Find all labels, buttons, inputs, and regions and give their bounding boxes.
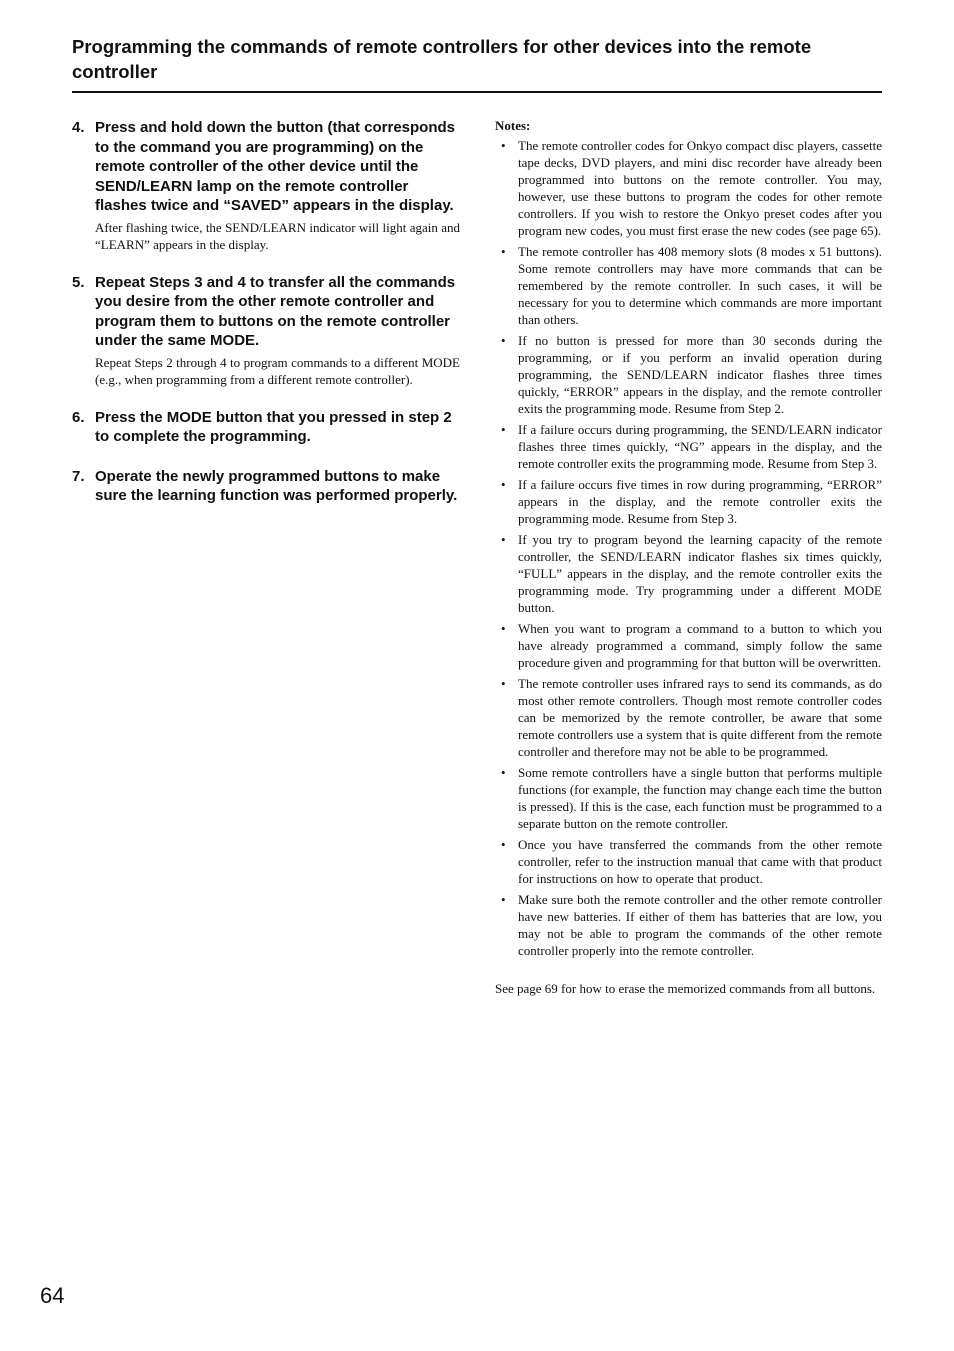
step-instruction: Repeat Steps 3 and 4 to transfer all the commands you desire from the other remote controller and program them to buttons on the remote controller under the same MODE. bbox=[95, 273, 456, 349]
note-text: Once you have transferred the commands from the other remote controller, refer to the instruction manual that came with that product for instructions on how to operate that product. bbox=[518, 837, 882, 886]
step-4 bbox=[72, 118, 460, 253]
note-item bbox=[495, 243, 882, 328]
note-text: Some remote controllers have a single button that performs multiple functions (for example, the function may change each time the button is pressed). If this is the case, each function must be programmed to a separate button on the remote controller. bbox=[518, 765, 882, 831]
note-text: The remote controller has 408 memory slots (8 modes x 51 buttons). Some remote controllers may have more commands that can be remembered by the remote controller. In such cases, it will be necessary for you to determine which commands are more important than others. bbox=[518, 244, 882, 327]
bullet-icon: • bbox=[501, 676, 506, 691]
bullet-icon: • bbox=[501, 422, 506, 437]
step-number: 7. bbox=[72, 467, 85, 485]
step-instruction: Press and hold down the button (that corresponds to the command you are programming) on the remote controller of the other device until the SEND/LEARN lamp on the remote controller flashes twice and “SAVED” appears in the display. bbox=[95, 119, 456, 214]
note-text: Make sure both the remote controller and the other remote controller have new batteries. If either of them has batteries that are low, you may not be able to program the commands of the other remote controller properly into the remote controller. bbox=[518, 892, 882, 958]
bullet-icon: • bbox=[501, 621, 506, 636]
note-item bbox=[495, 764, 882, 832]
step-5 bbox=[72, 273, 460, 388]
note-text: The remote controller uses infrared rays to send its commands, as do most other remote controllers. Though most remote controller codes can be memorized by the remote controller, be aware that some remote controllers use a system that is quite different from the remote controller and therefore may not be able to be programmed. bbox=[518, 676, 882, 759]
note-item bbox=[495, 137, 882, 239]
step-number: 6. bbox=[72, 408, 85, 426]
notes-list bbox=[495, 137, 882, 959]
bullet-icon: • bbox=[501, 138, 506, 153]
note-item bbox=[495, 531, 882, 616]
step-6 bbox=[72, 408, 460, 447]
note-text: When you want to program a command to a button to which you have already programmed a command, simply follow the same procedure given and programming for that button will be overwritten. bbox=[518, 621, 882, 670]
note-text: If you try to program beyond the learning capacity of the remote controller, the SEND/LEARN indicator flashes six times quickly, “FULL” appears in the display, and the remote controller exits the programming mode. Try programming under a different MODE button. bbox=[518, 532, 882, 615]
note-item bbox=[495, 620, 882, 671]
note-item bbox=[495, 836, 882, 887]
bullet-icon: • bbox=[501, 532, 506, 547]
page-title: Programming the commands of remote controllers for other devices into the remote controller bbox=[72, 36, 812, 82]
note-item bbox=[495, 421, 882, 472]
bullet-icon: • bbox=[501, 477, 506, 492]
step-instruction: Operate the newly programmed buttons to make sure the learning function was performed properly. bbox=[95, 467, 458, 504]
note-text: If no button is pressed for more than 30 seconds during the programming, or if you perform an invalid operation during programming, the SEND/LEARN indicator flashes three times quickly, “ERROR” appears in the display, and the remote controller exits the programming mode. Resume from Step 2. bbox=[518, 333, 882, 416]
page-number: 64 bbox=[40, 1283, 65, 1308]
step-description: Repeat Steps 2 through 4 to program commands to a different MODE (e.g., when programming from a different remote controller). bbox=[95, 354, 460, 387]
steps-column bbox=[72, 118, 460, 526]
note-item bbox=[495, 675, 882, 760]
step-number: 5. bbox=[72, 273, 85, 291]
title-divider bbox=[72, 91, 882, 93]
bullet-icon: • bbox=[501, 765, 506, 780]
bullet-icon: • bbox=[501, 892, 506, 907]
notes-heading: Notes: bbox=[495, 118, 531, 133]
step-number: 4. bbox=[72, 119, 85, 136]
note-text: If a failure occurs during programming, the SEND/LEARN indicator flashes three times quickly, “NG” appears in the display, and the remote controller exits the programming mode. Resume from Step 3. bbox=[518, 422, 882, 471]
step-7 bbox=[72, 467, 460, 506]
note-text: The remote controller codes for Onkyo compact disc players, cassette tape decks, DVD players, and mini disc recorder have already been programmed into buttons on the remote controller. You may, however, use these buttons to program the codes for other remote controllers. If you wish to restore the Onkyo preset codes after you program new codes, you must first erase the new codes (see page 65). bbox=[518, 138, 882, 238]
note-item bbox=[495, 332, 882, 417]
notes-column bbox=[495, 117, 882, 997]
step-description: After flashing twice, the SEND/LEARN indicator will light again and “LEARN” appears in the display. bbox=[95, 219, 460, 252]
bullet-icon: • bbox=[501, 244, 506, 259]
note-item bbox=[495, 891, 882, 959]
step-instruction: Press the MODE button that you pressed in step 2 to complete the programming. bbox=[95, 408, 452, 445]
note-text: If a failure occurs five times in row during programming, “ERROR” appears in the display, and the remote controller exits the programming mode. Resume from Step 3. bbox=[518, 477, 882, 526]
bullet-icon: • bbox=[501, 333, 506, 348]
bullet-icon: • bbox=[501, 837, 506, 852]
see-page-reference: See page 69 for how to erase the memorized commands from all buttons. bbox=[495, 981, 876, 996]
note-item bbox=[495, 476, 882, 527]
